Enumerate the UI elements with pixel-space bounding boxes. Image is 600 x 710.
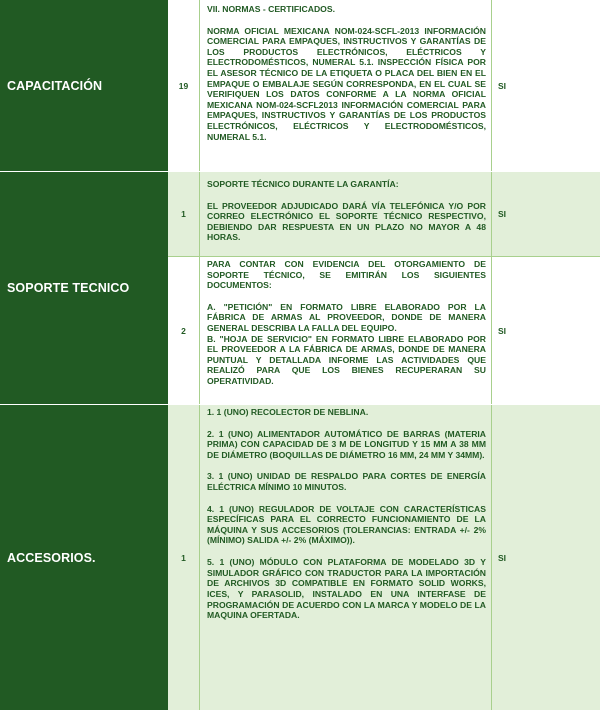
- item-number: 1: [181, 209, 186, 219]
- description-paragraph: EL PROVEEDOR ADJUDICADO DARÁ VÍA TELEFÓNICA Y/O POR CORREO ELECTRÓNICO EL SOPORTE TÉCNICO RESPECTIVO, DEBIENDO DAR RESPUESTA EN UN PLAZO NO MAYOR A 48 HORAS.: [207, 200, 486, 243]
- category-label: CAPACITACIÓN: [7, 78, 103, 93]
- table-row: [0, 405, 600, 710]
- answer-cell: [492, 0, 600, 171]
- description-text: [207, 407, 486, 621]
- category-cell: [0, 0, 168, 171]
- category-cell: [0, 405, 168, 710]
- description-paragraph: VII. NORMAS - CERTIFICADOS.: [207, 4, 335, 14]
- item-number-cell: [168, 405, 200, 710]
- table-row: [0, 172, 600, 256]
- item-number-cell: [168, 172, 200, 256]
- item-number: 1: [181, 552, 186, 563]
- item-number: 19: [178, 80, 189, 91]
- item-number: 2: [181, 325, 186, 336]
- description-paragraph: 3. 1 (UNO) UNIDAD DE RESPALDO PARA CORTES DE ENERGÍA ELÉCTRICA MÍNIMO 10 MINUTOS.: [207, 471, 486, 493]
- item-number-cell: [168, 257, 200, 404]
- description-text: [207, 259, 486, 387]
- category-label: SOPORTE TECNICO: [7, 281, 130, 295]
- description-cell: [200, 172, 492, 256]
- answer-cell: [492, 257, 600, 404]
- category-label: ACCESORIOS.: [7, 550, 96, 565]
- description-paragraph: A. "PETICIÓN" EN FORMATO LIBRE ELABORADO POR LA FÁBRICA DE ARMAS AL PROVEEDOR, DONDE DE MANERA GENERAL DESCRIBA LA FALLA DEL EQUIPO.: [207, 301, 486, 334]
- answer-cell: [492, 172, 600, 256]
- description-paragraph: 5. 1 (UNO) MÓDULO CON PLATAFORMA DE MODELADO 3D Y SIMULADOR GRÁFICO CON TRADUCTOR PARA LA IMPORTACIÓN DE ARCHIVOS 3D COMPATIBLE EN FORMATO SOLID WORKS, ICES, Y PARASOLID, INSTALADO EN UNA INTERFASE DE PROGRAMACIÓN DE ACUERDO CON LA MARCA Y MODELO DE LA MAQUINA OFERTADA.: [207, 557, 486, 621]
- description-paragraph: 4. 1 (UNO) REGULADOR DE VOLTAJE CON CARACTERÍSTICAS ESPECÍFICAS PARA EL CORRECTO FUNCIONAMIENTO DE LA MÁQUINA Y SUS ACCESORIOS (TOLERANCIAS: ENTRADA +/- 2% (MÍNIMO) SALIDA +/- 2% (MÁXIMO)).: [207, 503, 486, 546]
- item-number-cell: [168, 0, 200, 171]
- description-cell: [200, 0, 492, 171]
- description-text: [207, 4, 486, 142]
- answer-value: SI: [498, 80, 507, 91]
- answer-value: SI: [498, 325, 507, 336]
- description-paragraph: SOPORTE TÉCNICO DURANTE LA GARANTÍA:: [207, 179, 399, 189]
- description-paragraph: B. "HOJA DE SERVICIO" EN FORMATO LIBRE ELABORADO POR EL PROVEEDOR A LA FÁBRICA DE ARMAS, DONDE DE MANERA PUNTUAL Y DETALLADA INFORME LAS ACTIVIDADES QUE REALIZÓ PARA QUE LOS BIENES RECUPERARAN SU OPERATIVIDAD.: [207, 333, 486, 387]
- answer-value: SI: [498, 552, 507, 563]
- table-row: [0, 0, 600, 171]
- description-paragraph: 1. 1 (UNO) RECOLECTOR DE NEBLINA.: [207, 407, 369, 417]
- description-cell: [200, 405, 492, 710]
- description-text: [207, 179, 486, 243]
- description-paragraph: 2. 1 (UNO) ALIMENTADOR AUTOMÁTICO DE BARRAS (MATERIA PRIMA) CON CAPACIDAD DE 3 M DE LONGITUD Y 15 MM A 38 MM DE DIÁMETRO (BOQUILLAS DE DIÁMETRO 16 MM, 24 MM Y 34MM).: [207, 428, 486, 460]
- table-row: [0, 257, 600, 404]
- description-cell: [200, 257, 492, 404]
- description-paragraph: NORMA OFICIAL MEXICANA NOM-024-SCFL-2013 INFORMACIÓN COMERCIAL PARA EMPAQUES, INSTRUCTIVOS Y GARANTÍAS DE LOS PRODUCTOS ELECTRÓNICOS, ELÉCTRICOS Y ELECTRODOMÉSTICOS, NUMERAL 5.1. INSPECCIÓN FÍSICA POR EL ASESOR TÉCNICO DE LA ETIQUETA O PLACA DEL BIEN EN EL EMPAQUE O EMBALAJE SEGÚN CORRESPONDA, EN EL CUAL SE VERIFIQUEN LOS DATOS CONFORME A LA NORMA OFICIAL MEXICANA NOM-024-SCFL2013 INFORMACIÓN COMERCIAL PARA EMPAQUES, INSTRUCTIVOS Y GARANTÍAS DE LOS PRODUCTOS ELECTRÓNICOS, ELÉCTRICOS Y ELECTRODOMÉSTICOS, NUMERAL 5.1.: [207, 25, 486, 142]
- description-paragraph: PARA CONTAR CON EVIDENCIA DEL OTORGAMIENTO DE SOPORTE TÉCNICO, SE EMITIRÁN LOS SIGUIENTES DOCUMENTOS:: [207, 259, 486, 291]
- answer-cell: [492, 405, 600, 710]
- answer-value: SI: [498, 209, 507, 219]
